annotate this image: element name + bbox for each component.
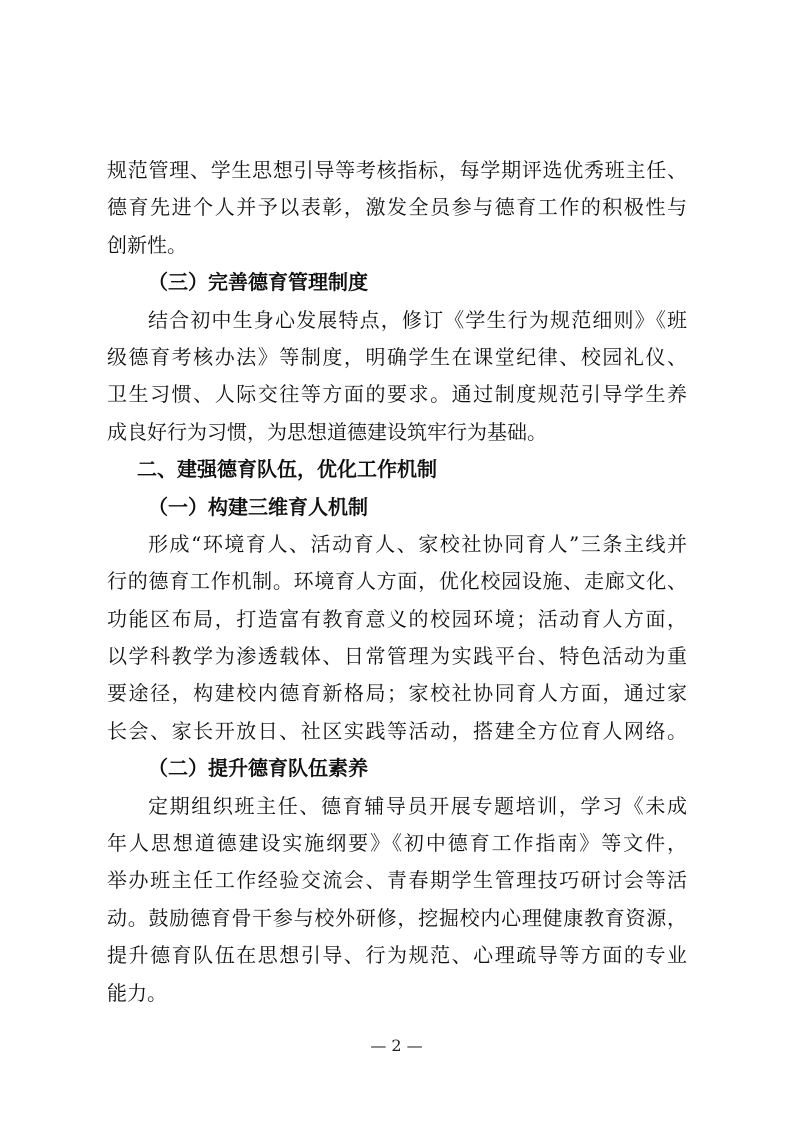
paragraph-line: 以学科教学为渗透载体、日常管理为实践平台、特色活动为重 <box>107 644 687 669</box>
paragraph-line: 德育先进个人并予以表彰，激发全员参与德育工作的积极性与 <box>107 195 687 220</box>
section-heading: （二）提升德育队伍素养 <box>148 756 368 781</box>
paragraph-line: 卫生习惯、人际交往等方面的要求。通过制度规范引导学生养 <box>107 382 687 407</box>
paragraph-line: 形成“环境育人、活动育人、家校社协同育人”三条主线并 <box>148 531 687 556</box>
paragraph-line: 年人思想道德建设实施纲要》《初中德育工作指南》等文件， <box>107 831 687 856</box>
paragraph-line: 功能区布局，打造富有教育意义的校园环境；活动育人方面， <box>107 606 687 631</box>
section-heading: （一）构建三维育人机制 <box>148 494 368 519</box>
paragraph-line: 结合初中生身心发展特点，修订《学生行为规范细则》《班 <box>148 307 687 332</box>
paragraph-line: 级德育考核办法》等制度，明确学生在课堂纪律、校园礼仪、 <box>107 344 687 369</box>
section-heading: （三）完善德育管理制度 <box>148 270 368 295</box>
page-number: — 2 — <box>370 1036 423 1055</box>
paragraph-line: 长会、家长开放日、社区实践等活动，搭建全方位育人网络。 <box>107 718 687 743</box>
paragraph-line: 定期组织班主任、德育辅导员开展专题培训，学习《未成 <box>148 793 687 818</box>
paragraph-line: 行的德育工作机制。环境育人方面，优化校园设施、走廊文化、 <box>107 569 687 594</box>
paragraph-line: 成良好行为习惯，为思想道德建设筑牢行为基础。 <box>107 419 547 444</box>
paragraph-line: 动。鼓励德育骨干参与校外研修，挖掘校内心理健康教育资源， <box>107 905 687 930</box>
paragraph-line: 举办班主任工作经验交流会、青春期学生管理技巧研讨会等活 <box>107 868 687 893</box>
paragraph-line: 规范管理、学生思想引导等考核指标，每学期评选优秀班主任、 <box>107 158 687 182</box>
paragraph-line: 能力。 <box>107 980 167 1005</box>
document-page <box>107 152 687 1012</box>
paragraph-line: 创新性。 <box>107 232 187 257</box>
paragraph-line: 要途径，构建校内德育新格局；家校社协同育人方面，通过家 <box>107 681 687 706</box>
paragraph-line: 提升德育队伍在思想引导、行为规范、心理疏导等方面的专业 <box>107 943 687 968</box>
chapter-heading: 二、建强德育队伍，优化工作机制 <box>137 457 437 482</box>
